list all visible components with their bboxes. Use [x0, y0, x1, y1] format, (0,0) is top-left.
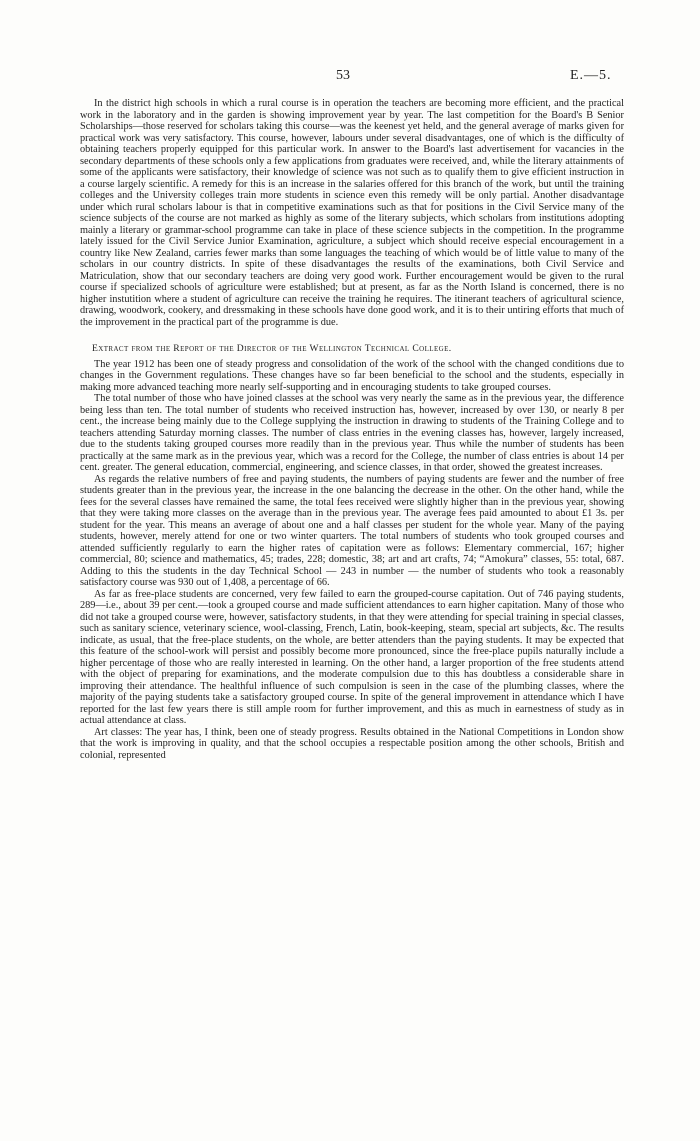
- section-heading: Extract from the Report of the Director of the Wellington Technical College.: [92, 343, 452, 354]
- page-header: [0, 68, 700, 88]
- series-code: E.—5.: [570, 68, 612, 83]
- page-number: 53: [336, 68, 350, 83]
- paragraph-district-high-schools: In the district high schools in which a rural course is in operation the teachers are becoming more efficient, and the practical work in the laboratory and in the garden is showing improvement year by year. The last competition for the Board's B Senior Scholarships—those reserved for scholars taking this course—was the keenest yet held, and the general average of marks given for practical work was very satisfactory. This course, however, labours under several disadvantages, one of which is the difficulty of obtaining teachers properly equipped for this particular work. In answer to the Board's last advertisement for vacancies in the secondary departments of these schools only a few applications from graduates were received, and, while the literary attainments of some of the applicants were satisfactory, their knowledge of science was not such as to qualify them to give efficient instruction in a course largely scientific. A remedy for this is an increase in the salaries offered for this branch of the work, but until the training colleges and the University colleges train more students in science even this remedy will be only partial. Another disadvantage under which rural scholars labour is that in competitive examinations such as that for positions in the Civil Service many of the science subjects of the course are not marked as highly as some of the literary subjects, which scholars from institutions adopting mainly a literary or grammar-school programme can take in place of these science subjects in the competition. In the programme lately issued for the Civil Service Junior Examination, agriculture, a subject which should receive especial encouragement in a country like New Zealand, carries fewer marks than some languages the teaching of which would be of little value to many of the scholars in our country districts. In spite of these disadvantages the results of the examinations, both Civil Service and Matriculation, show that our secondary teachers are doing very good work. Further encouragement would be given to the rural course if specialized schools of agriculture were established; but at present, as far as the North Island is concerned, there is no higher instutition where a student of agriculture can receive the training he requires. The itinerant teachers of agricultural science, drawing, woodwork, cookery, and dressmaking in these schools have done good work, and it is to their untiring efforts that much of the improvement in the practical part of the programme is due.: [80, 98, 624, 328]
- paragraph-free-place: As far as free-place students are concerned, very few failed to earn the grouped-course capitation. Out of 746 paying students, 289—i.e., about 39 per cent.—took a grouped course and made sufficient attendances to earn higher capitation. Many of those who did not take a grouped course were, however, satisfactory students, in that they were attending for special training in special classes, such as sanitary science, veterinary science, wool-classing, French, Latin, book-keeping, steam, special art subjects, &c. The results indicate, as usual, that the free-place students, on the whole, are better attenders than the paying students. It may be expected that this feature of the school-work will persist and possibly become more pronounced, since the free-place pupils naturally include a higher percentage of those who are really interested in learning. On the other hand, a larger proportion of the free students attend with the object of preparing for examinations, and the moderate compulsion due to this has doubtless a considerable share in improving their attendance. The healthful influence of such compulsion is seen in the case of the plumbing classes, where the majority of the paying students take a satisfactory grouped course. In spite of the general improvement in attendance which I have reported for the last few years there is still ample room for further improvement, and this as much in earnestness of study as in actual attendance at class.: [80, 588, 625, 726]
- paragraph-year-1912: The year 1912 has been one of steady progress and consolidation of the work of the school with the changed conditions due to changes in the Government regulations. These changes have so far been beneficial to the school and the students, especially in making more advanced teaching more nearly self-supporting and in encouraging students to take grouped courses.: [80, 358, 624, 393]
- paragraph-total-number: The total number of those who have joined classes at the school was very nearly the same as in the previous year, the difference being less than ten. The total number of students who received instruction has, however, increased by over 130, or nearly 8 per cent., the increase being mainly due to the College supplying the instruction in drawing to students of the Training College and to teachers attending Saturday morning classes. The number of class entries in the evening classes has, however, largely increased, due to the students taking grouped courses more readily than in the previous year. Thus while the number of students has been practically at the same mark as in the previous year, which was a record for the College, the number of class entries is about 14 per cent. greater. The general education, commercial, engineering, and science classes, in that order, showed the greatest increases.: [80, 393, 624, 473]
- paragraph-art-classes: Art classes: The year has, I think, been one of steady progress. Results obtained in the National Competitions in London show that the work is improving in quality, and that the school occupies a respectable position among the other schools, British and colonial, represented: [80, 726, 624, 761]
- body-text: [80, 98, 624, 761]
- paragraph-free-paying: As regards the relative numbers of free and paying students, the numbers of paying students are fewer and the number of free students greater than in the previous year, the increase in the one balancing the decrease in the other. On the other hand, while the fees for the several classes have remained the same, the total fees received were slightly higher than in the previous year, showing that they were taking more classes on the average than in the previous year. The average fees paid amounted to about £1 3s. per student for the year. This means an average of about one and a half classes per student for the whole year. Many of the paying students, however, merely attend for one or two winter quarters. The total numbers of students who took grouped courses and attended sufficiently regularly to earn the higher rates of capitation were as follows: Elementary commercial, 167; higher commercial, 80; science and mathematics, 45; trades, 228; domestic, 38; art and art crafts, 74; “Amokura” classes, 55: total, 687. Adding to this the students in the day Technical School — 243 in number — the number of students who took a reasonably satisfactory course was 930 out of 1,408, a percentage of 66.: [80, 473, 624, 588]
